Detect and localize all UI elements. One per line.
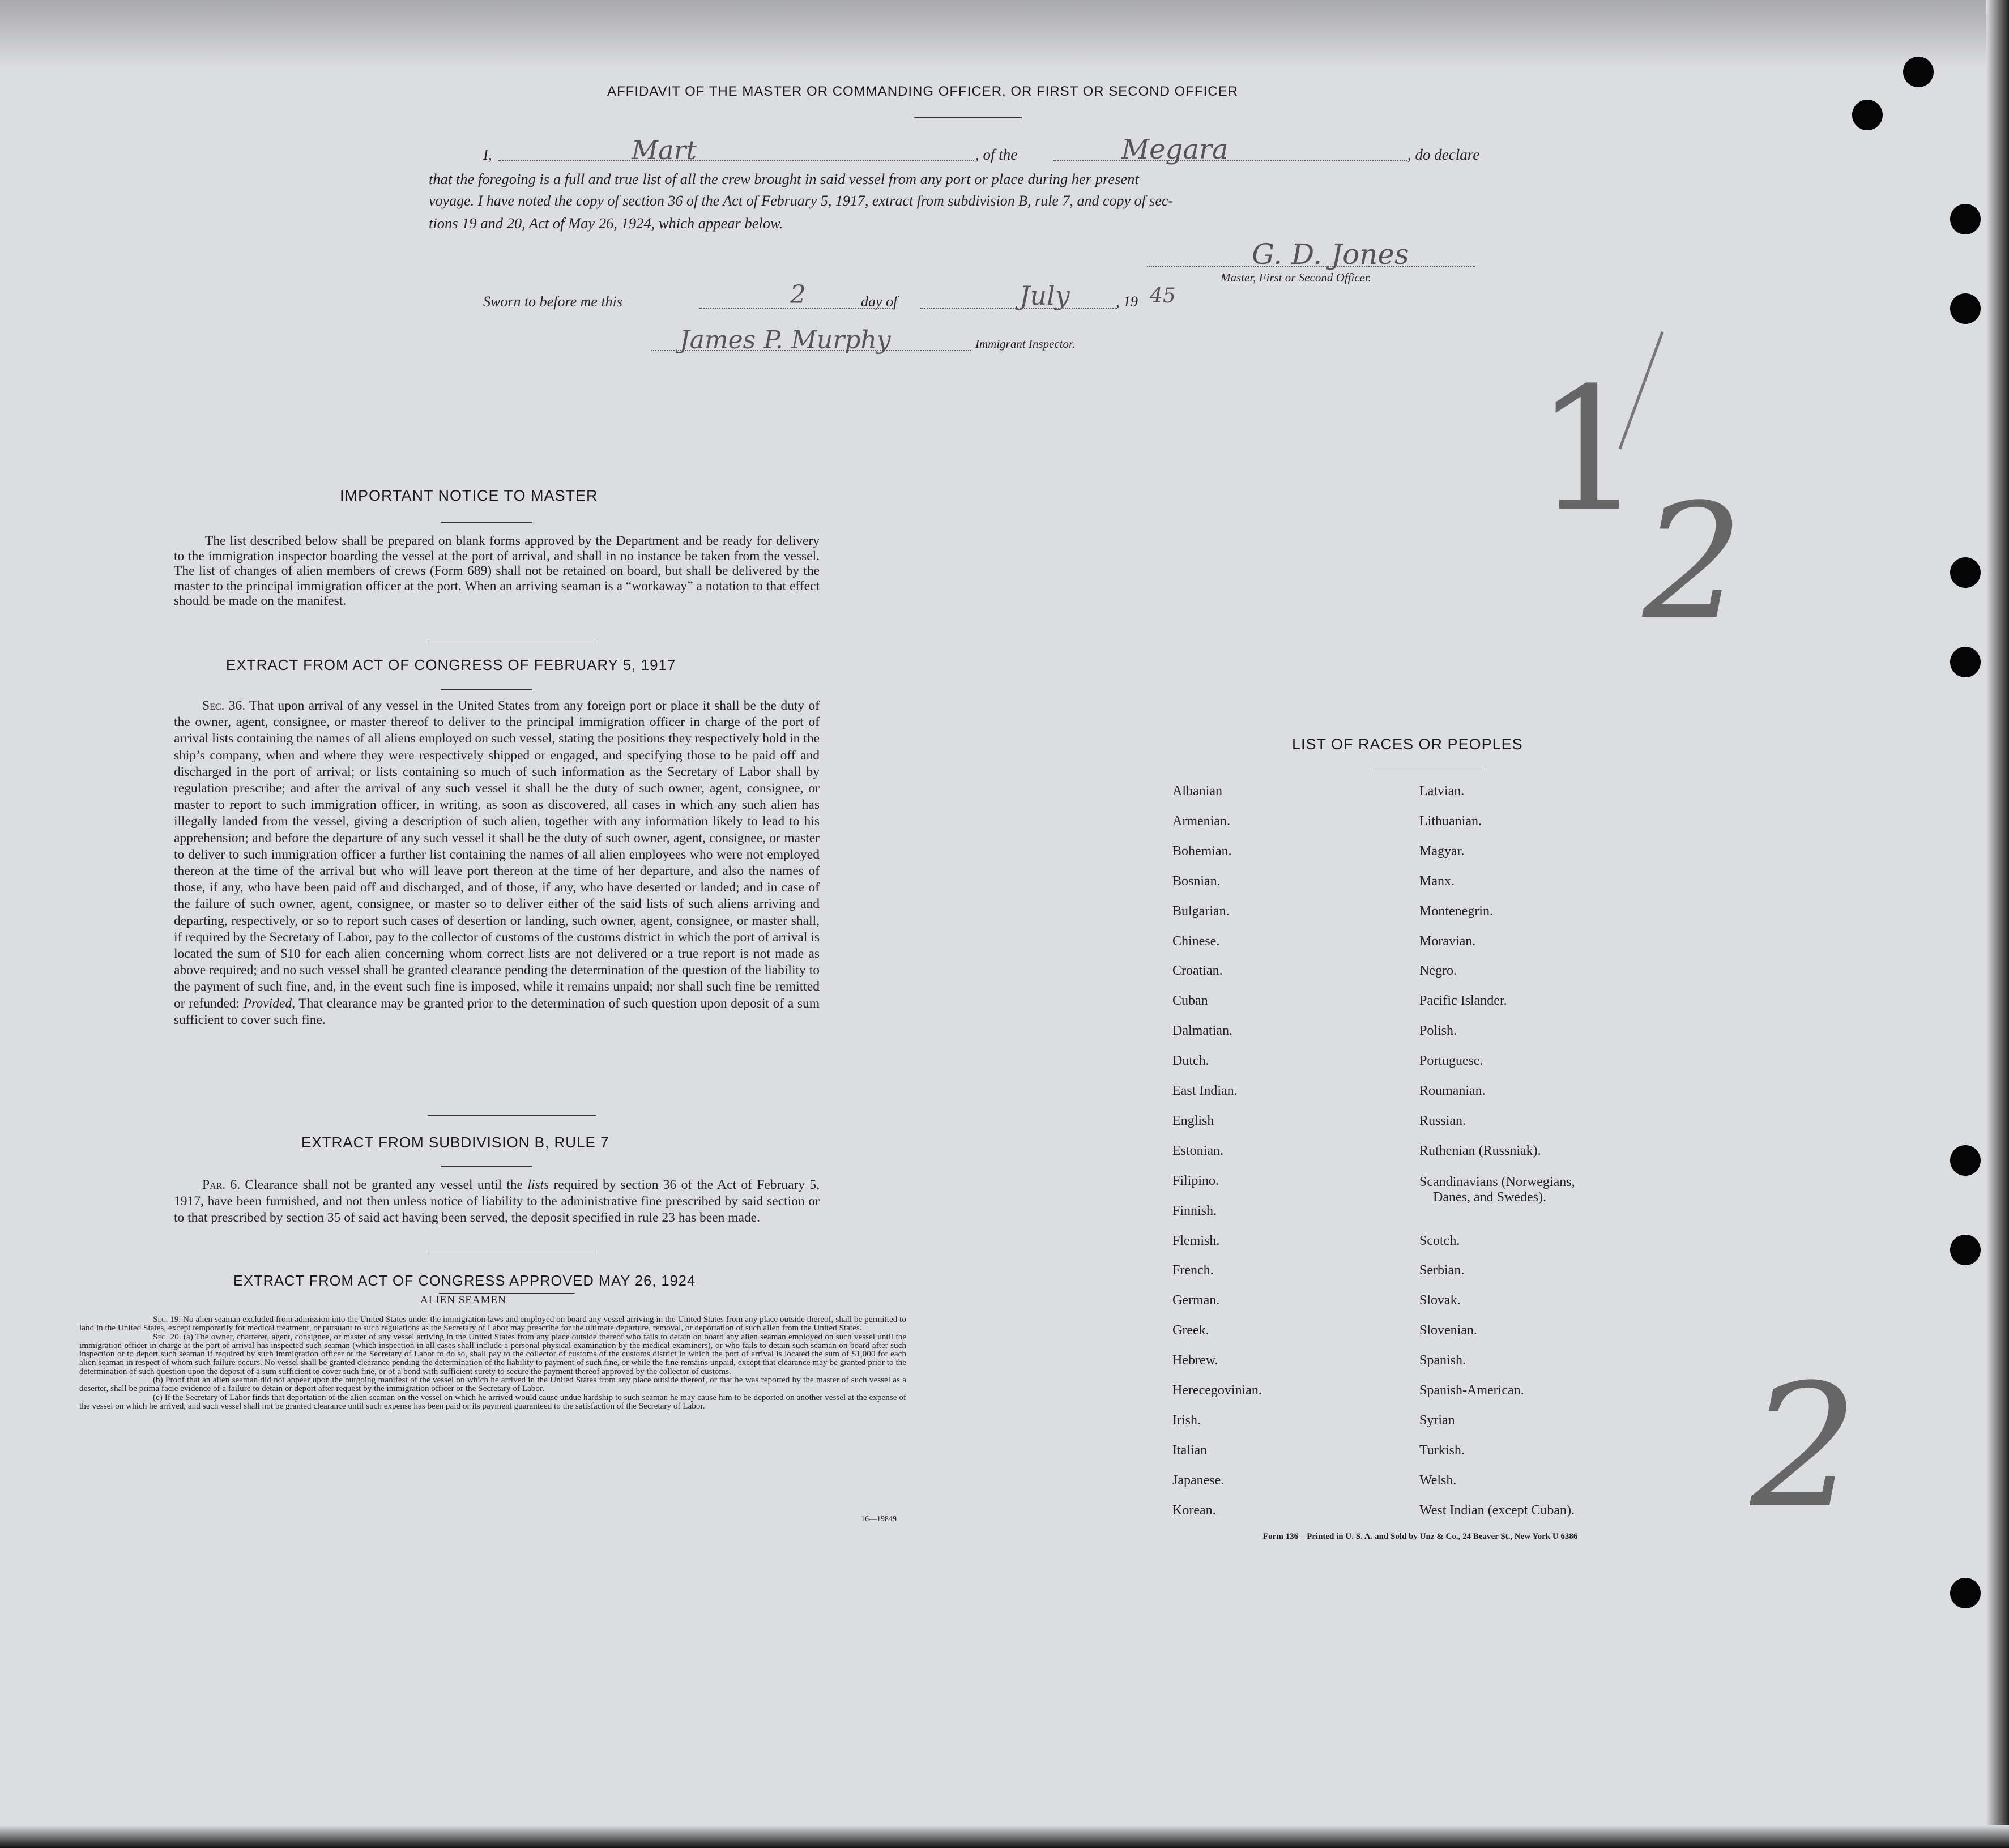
affidavit-i-label: I, [483,146,492,163]
binder-hole [1950,1235,1981,1265]
race-item: English [1172,1113,1214,1128]
handwritten-signature: G. D. Jones [1252,238,1409,271]
section-label: Sec. 36. [202,698,246,713]
race-item: French. [1172,1263,1214,1278]
sec-19: Sec. 19. No alien seaman excluded from admission into the United States under the immigration laws and employed on board any vessel arriving in the United States from any place outside thereof, shall be permitted to land in the United States, except temporarily for medical treatment, or pursuant to such regulations as the Secretary of Labor may prescribe for the ultimate departure, removal, or deportation of such alien from the United States. [79,1314,906,1333]
notice-heading: IMPORTANT NOTICE TO MASTER [340,487,598,504]
binder-hole [1950,1578,1981,1608]
race-item: West Indian (except Cuban). [1419,1503,1575,1518]
margin-fraction-bottom: 2 [1643,470,1744,655]
race-item: Manx. [1419,873,1455,889]
race-item: Roumanian. [1419,1083,1486,1098]
notice-text: The list described below shall be prepared on blank forms approved by the Department and be ready for delivery to the immigration inspector boarding the vessel at the port of arrival, and shall in no instance be taken from the vessel. The list of changes of alien members of crews (Form 689) shall not be retained on board, but shall be delivered by the master to the principal immigration officer at the port. When an arriving seaman is a “workaway” a notation to that effect should be made on the manifest. [174,534,820,609]
binder-hole [1950,1145,1981,1176]
scan-top-edge [0,0,2009,68]
sworn-label: Sworn to before me this [483,293,623,310]
affidavit-of-the: , of the [975,146,1018,163]
race-item: Flemish. [1172,1233,1220,1248]
race-item: Moravian. [1419,933,1476,949]
alien-seamen-subheading: ALIEN SEAMEN [420,1294,506,1306]
race-item: Cuban [1172,993,1208,1009]
race-item: Bohemian. [1172,843,1232,859]
binder-hole [1903,57,1934,87]
handwritten-vessel: Megara [1121,134,1229,165]
race-item: Estonian. [1172,1143,1223,1158]
race-item: Pacific Islander. [1419,993,1507,1009]
race-item: Croatian. [1172,963,1223,979]
binder-hole [1950,647,1981,677]
extract-1924-heading: EXTRACT FROM ACT OF CONGRESS APPROVED MAY 26, 1924 [233,1273,696,1289]
heading-rule [914,117,1022,118]
heading-rule [439,1293,575,1294]
extract-1924-text [79,1315,906,1410]
rule-7-heading: EXTRACT FROM SUBDIVISION B, RULE 7 [301,1134,609,1151]
scan-bottom-edge [0,1825,2009,1848]
race-item: Greek. [1172,1323,1209,1338]
race-item: Chinese. [1172,933,1220,949]
form-code: 16—19849 [861,1515,897,1523]
race-item: Latvian. [1419,784,1465,799]
handwritten-name: Mart [632,135,697,165]
race-item: Armenian. [1172,813,1230,829]
race-item: Ruthenian (Russniak). [1419,1143,1541,1158]
race-item: Irish. [1172,1412,1201,1428]
race-item: Welsh. [1419,1473,1457,1488]
race-item: Dutch. [1172,1053,1209,1069]
heading-rule [441,689,532,690]
paragraph-label: Par. 6. [202,1177,241,1192]
handwritten-day: 2 [790,280,806,309]
binder-hole [1950,293,1981,324]
affidavit-heading: AFFIDAVIT OF THE MASTER OR COMMANDING OFFICER, OR FIRST OR SECOND OFFICER [607,84,1238,99]
race-item: Spanish. [1419,1353,1466,1368]
master-label: Master, First or Second Officer. [1221,271,1371,284]
scan-right-edge [1986,0,2009,1848]
race-item: Spanish-American. [1419,1383,1524,1398]
name-blank [498,160,974,161]
race-item: Slovak. [1419,1293,1461,1308]
extract-1917-heading: EXTRACT FROM ACT OF CONGRESS OF FEBRUARY 5, 1917 [226,656,676,673]
affidavit-line-4: tions 19 and 20, Act of May 26, 1924, which appear below. [429,215,783,232]
inspector-label: Immigrant Inspector. [975,337,1076,351]
handwritten-month: July [1020,280,1070,311]
section-divider [428,1115,596,1116]
race-item: Serbian. [1419,1263,1465,1278]
race-item: Herecegovinian. [1172,1383,1262,1398]
sec-20b: (b) Proof that an alien seaman did not appear upon the outgoing manifest of the vessel on which he arrived in the United States from any place outside thereof, or that he was reported by the master of such vessel as a deserter, shall be prima facie evidence of a failure to detain or deport after request by the immigration officer or the Secretary of Labor. [79,1375,906,1394]
race-item: Negro. [1419,963,1457,979]
form-footer: Form 136—Printed in U. S. A. and Sold by Unz & Co., 24 Beaver St., New York U 6386 [1263,1532,1578,1541]
race-item: Italian [1172,1442,1208,1458]
race-item: German. [1172,1293,1220,1308]
year-prefix: , 19 [1116,293,1138,310]
affidavit-line-3: voyage. I have noted the copy of section 36 of the Act of February 5, 1917, extract from subdivision B, rule 7, and copy of sec- [429,193,1174,209]
handwritten-year: 45 [1150,284,1176,308]
race-item: Bosnian. [1172,873,1221,889]
race-item: Hebrew. [1172,1353,1218,1368]
race-item: East Indian. [1172,1083,1238,1098]
binder-hole [1950,204,1981,234]
rule-7-text: Par. 6. Clearance shall not be granted any vessel until the lists required by section 36 of the Act of February 5, 1917, have been furnished, and not then unless notice of liability to the administrative fine prescribed by said section or to that prescribed by section 35 of said act having been served, the deposit specified in rule 23 has been made. [174,1177,820,1226]
heading-rule [441,522,532,523]
race-item: Bulgarian. [1172,903,1230,919]
race-item: Danes, and Swedes). [1433,1189,1546,1205]
sec-20c: (c) If the Secretary of Labor finds that deportation of the alien seaman on the vessel on which he arrived would cause undue hardship to such seaman he may cause him to be deported on another vessel at the expense of the vessel on which he arrived, and such vessel shall not be granted clearance until such expense has been paid or its payment guaranteed to the satisfaction of the Secretary of Labor. [79,1392,906,1411]
margin-fraction-top: 1 [1535,351,1643,549]
race-item: Turkish. [1419,1442,1465,1458]
race-item: Magyar. [1419,843,1465,859]
race-item: Dalmatian. [1172,1023,1232,1039]
month-blank [920,308,1116,309]
day-of-label: day of [861,293,898,310]
binder-hole [1950,557,1981,588]
race-item: Polish. [1419,1023,1457,1039]
affidavit-do-declare: , do declare [1407,146,1480,163]
race-item: Finnish. [1172,1203,1217,1218]
sec-20a: Sec. 20. (a) The owner, charterer, agent, consignee, or master of any vessel arriving in the United States from any place outside thereof who fails to detain on board any alien seaman employed on such vessel until the immigration officer in charge at the port of arrival has inspected such seaman (which inspection in all cases shall include a personal physical examination by the medical examiners), or who fails to detain such seaman on board after such inspection or to deport such seaman if required by such immigration officer or the Secretary of Labor to do so, shall pay to the collector of customs of the customs district in which the port of arrival is located the sum of $1,000 for each alien seaman in respect of whom such failure occurs. No vessel shall be granted clearance pending the determination of the liability to payment of such fine, or while the fine remains unpaid, except that clearance may be granted prior to the determination of such question upon the deposit of a sum sufficient to cover such fine, or of a bond with sufficient surety to secure the payment thereof approved by the collector of customs. [79,1331,906,1376]
race-item: Scandinavians (Norwegians, [1419,1174,1575,1189]
heading-rule [441,1166,532,1167]
affidavit-line-2: that the foregoing is a full and true list of all the crew brought in said vessel from any port or place during her present [429,170,1139,187]
race-item: Korean. [1172,1503,1216,1518]
race-item: Slovenian. [1419,1323,1477,1338]
race-item: Japanese. [1172,1473,1225,1488]
race-item: Syrian [1419,1412,1455,1428]
race-item: Filipino. [1172,1173,1219,1188]
binder-hole [1852,100,1883,130]
extract-1917-text: Sec. 36. That upon arrival of any vessel in the United States from any foreign port or place it shall be the duty of the owner, agent, consignee, or master thereof to deliver to the principal immigration officer in charge of the port of arrival lists containing the names of all aliens employed on such vessel, stating the positions they respectively hold in the ship’s company, when and where they were respectively shipped or engaged, and specifying those to be paid off and discharged in the port of arrival; or lists containing so much of such information as the Secretary of Labor shall by regulation prescribe; and after the arrival of any such vessel it shall be the duty of such owner, agent, consignee, or master to report to such immigration officer, in writing, as soon as discovered, all cases in which any such alien has illegally landed from the vessel, giving a description of such alien, together with any information likely to lead to his apprehension; and before the departure of any such vessel it shall be the duty of such owner, agent, consignee, or master to deliver to such immigration officer a further list containing the names of all alien employees who were not employed thereon at the time of the arrival but who will leave port thereon at the time of her departure, and also the names of those, if any, who have been paid off and discharged, and of those, if any, who have deserted or landed; and in case of the failure of such owner, agent, consignee, or master so to deliver either of the said lists of such aliens arriving and departing, respectively, or so to report such cases of desertion or landing, such owner, agent, consignee, or master shall, if required by the Secretary of Labor, pay to the collector of customs of the customs district in which the port of arrival is located the sum of $10 for each alien concerning whom correct lists are not delivered or a true report is not made as above required; and no such vessel shall be granted clearance pending the determination of the question of the liability to the payment of such fine, and, in the event such fine is imposed, while it remains unpaid; nor shall such fine be remitted or refunded: Provided, That clearance may be granted prior to the determination of such question upon deposit of a sum sufficient to cover such fine. [174,698,820,1027]
handwritten-inspector: James P. Murphy [680,326,891,355]
races-heading: LIST OF RACES OR PEOPLES [1292,736,1523,753]
race-item: Lithuanian. [1419,813,1482,829]
vessel-blank [1053,160,1407,161]
race-item: Portuguese. [1419,1053,1483,1069]
race-item: Montenegrin. [1419,903,1493,919]
race-item: Scotch. [1419,1233,1460,1248]
race-item: Albanian [1172,784,1222,799]
race-item: Russian. [1419,1113,1466,1128]
margin-bottom-mark: 2 [1750,1348,1858,1546]
